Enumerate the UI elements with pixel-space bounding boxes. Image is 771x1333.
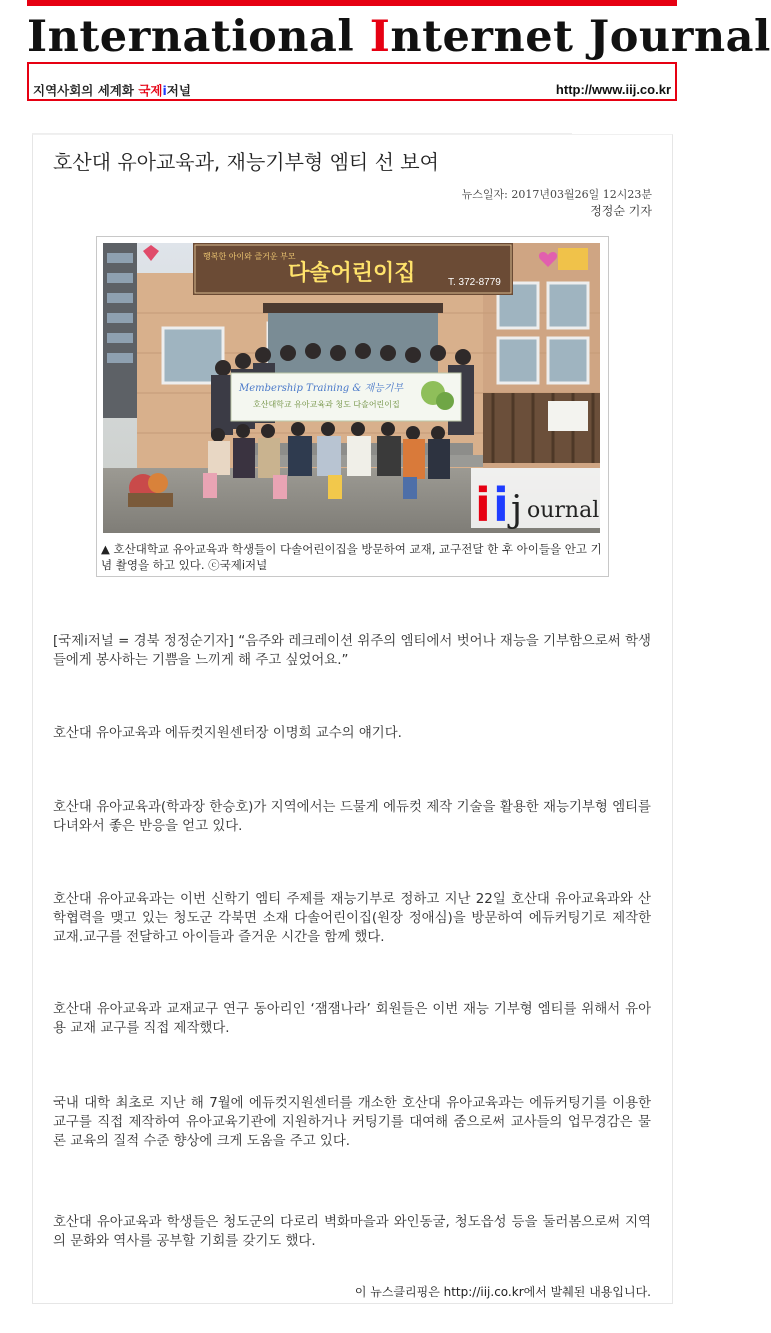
masthead-slogan bbox=[33, 81, 191, 99]
photo-banner-title: Membership Training & 재능기부 bbox=[239, 383, 404, 394]
article-photo[interactable] bbox=[103, 243, 600, 533]
slogan-part: 지역사회의 bbox=[33, 83, 98, 98]
photo-sign-text: 다솔어린이집 bbox=[288, 261, 416, 286]
article-paragraph: 호산대 유아교육과(학과장 한승호)가 지역에서는 드물게 에듀컷 제작 기술을 활용한 재능기부형 엠티를 다녀와서 좋은 반응을 얻고 있다. bbox=[53, 800, 651, 834]
masthead-title-post: nternet Journal bbox=[390, 12, 771, 62]
article-paragraph: 호산대 유아교육과 학생들은 청도군의 다로리 벽화마을과 와인동굴, 청도읍성 등을 둘러봄으로써 지역의 문화와 역사를 공부할 기회를 갖기도 했다. bbox=[53, 1215, 651, 1249]
article-date: 뉴스일자: 2017년03월26일 12시23분 bbox=[461, 188, 652, 201]
masthead-subbar bbox=[27, 62, 677, 101]
photo-sign-small: 행복한 아이와 즐거운 부모 bbox=[203, 252, 296, 261]
article-figure bbox=[96, 236, 609, 577]
masthead-title-pre: International bbox=[27, 12, 370, 62]
article-reporter: 정정순 기자 bbox=[590, 204, 652, 218]
article-paragraph: 호산대 유아교육과 에듀컷지원센터장 이명희 교수의 얘기다. bbox=[53, 726, 402, 741]
photo-watermark bbox=[471, 468, 600, 532]
article-title: 호산대 유아교육과, 재능기부형 엠티 선 보여 bbox=[53, 150, 439, 174]
slogan-part: 저널 bbox=[166, 83, 191, 98]
clipping-source-note: 이 뉴스클리핑은 http://iij.co.kr에서 발췌된 내용입니다. bbox=[354, 1285, 651, 1299]
slogan-part: i bbox=[162, 83, 167, 98]
photo-sign-phone: T. 372-8779 bbox=[448, 277, 501, 288]
svg-text:i: i bbox=[493, 478, 509, 532]
photo-caption: ▲ 호산대학교 유아교육과 학생들이 다솔어린이집을 방문하여 교재, 교구전달 한 후 아이들을 안고 기념 촬영을 하고 있다. ⓒ국제i저널 bbox=[101, 542, 602, 572]
article-paragraph: 호산대 유아교육과는 이번 신학기 엠티 주제를 재능기부로 정하고 지난 22일 호산대 유아교육과와 산학협력을 맺고 있는 청도군 각북면 소재 다솔어린이집(원장 정애심)을 방문하여 에듀커팅기로 제작한 교재.교구를 전달하고 아이들과 즐거운 시간을 함께 했다. bbox=[53, 892, 651, 945]
svg-text:i: i bbox=[475, 478, 491, 532]
masthead-top-bar bbox=[27, 0, 677, 6]
svg-text:ournal: ournal bbox=[527, 498, 600, 523]
svg-text:j: j bbox=[511, 489, 523, 530]
site-url-link[interactable]: http://www.iij.co.kr bbox=[555, 82, 671, 97]
article-paragraph: 국내 대학 최초로 지난 해 7월에 에듀컷지원센터를 개소한 호산대 유아교육과는 에듀커팅기를 이용한 교구를 직접 제작하여 유아교육기관에 지원하거나 커팅기를 대여해 줌으로써 교사들의 업무경감은 물론 교육의 질적 수준 향상에 크게 도움을 주고 있다. bbox=[53, 1096, 651, 1149]
slogan-part: 세계화 bbox=[97, 83, 139, 98]
masthead-title-accent: I bbox=[369, 12, 391, 62]
photo-banner-sub: 호산대학교 유아교육과 청도 다솔어린이집 bbox=[253, 400, 400, 409]
article-meta bbox=[462, 187, 652, 219]
article-paragraph: 호산대 유아교육과 교재교구 연구 동아리인 ‘잼잼나라’ 회원들은 이번 재능 기부형 엠티를 위해서 유아용 교재 교구를 직접 제작했다. bbox=[53, 1002, 651, 1036]
article-paragraph: [국제i저널 = 경북 정정순기자] “음주와 레크레이션 위주의 엠티에서 벗어나 재능을 기부함으로써 학생들에게 봉사하는 기쁨을 느끼게 해 주고 싶었어요.” bbox=[53, 634, 651, 668]
masthead-title[interactable] bbox=[27, 12, 771, 62]
slogan-part: 국제 bbox=[138, 83, 163, 98]
